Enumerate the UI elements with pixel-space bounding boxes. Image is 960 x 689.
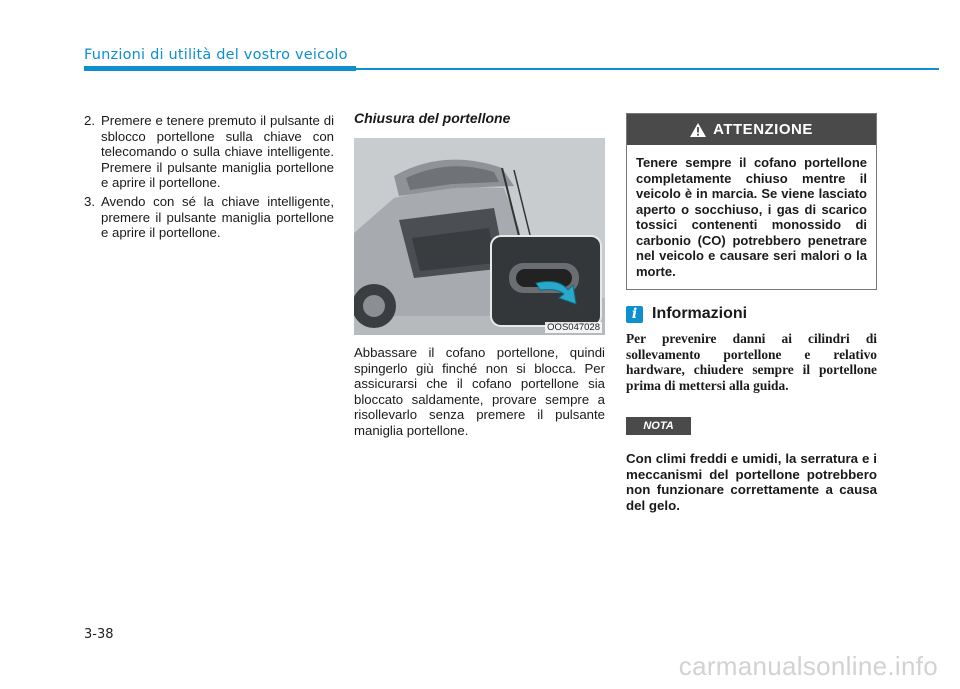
tailgate-illustration (354, 138, 605, 335)
info-title: Informazioni (652, 305, 748, 322)
watermark: carmanualsonline.info (678, 651, 938, 681)
info-heading (626, 305, 877, 323)
tailgate-figure (354, 138, 605, 335)
note-text: Con climi freddi e umidi, la serratura e i meccanismi del portellone potrebbero non funzionare correttamente a causa del gelo. (626, 451, 877, 513)
section-heading: Chiusura del portellone (354, 110, 511, 126)
warning-text: Tenere sempre il cofano portellone completamente chiuso mentre il veicolo è in marcia. Se viene lasciato aperto o socchiuso, i gas di scarico tossici contenenti monossido di carbonio (CO) potrebbero penetrare nel veicolo e causare seri malori o la morte. (636, 155, 867, 279)
column-right (626, 113, 877, 513)
info-icon: i (626, 306, 643, 323)
step-number: 2. (84, 113, 95, 128)
warning-title: ATTENZIONE (713, 121, 813, 138)
header-rule-thick (84, 66, 356, 71)
step-item (84, 194, 334, 241)
warning-triangle-icon (690, 123, 706, 137)
warning-header (627, 114, 876, 145)
page-number: 3-38 (84, 627, 114, 642)
header-rule-thin (356, 68, 939, 70)
info-text: Per prevenire danni ai cilindri di sollevamento portellone e relativo hardware, chiudere sempre il portellone prima di mettersi alla guida. (626, 331, 877, 393)
step-item (84, 113, 334, 191)
closing-instructions: Abbassare il cofano portellone, quindi spingerlo giù finché non si blocca. Per assicurarsi che il cofano portellone sia bloccato saldamente, provare sempre a risollevarlo senza premere il pulsante maniglia portellone. (354, 345, 605, 438)
warning-box (626, 113, 877, 290)
figure-caption: OOS047028 (547, 322, 600, 333)
header-section-title: Funzioni di utilità del vostro veicolo (84, 47, 348, 63)
step-text: Avendo con sé la chiave intelligente, premere il pulsante maniglia portellone e aprire il portellone. (101, 193, 334, 241)
column-left (84, 113, 334, 244)
note-badge: NOTA (626, 417, 691, 435)
step-number: 3. (84, 193, 95, 209)
column-middle (354, 110, 605, 439)
step-text: Premere e tenere premuto il pulsante di sblocco portellone sulla chiave con telecomando o sulla chiave intelligente. Premere il pulsante maniglia portellone e aprire il portellone. (101, 113, 334, 191)
